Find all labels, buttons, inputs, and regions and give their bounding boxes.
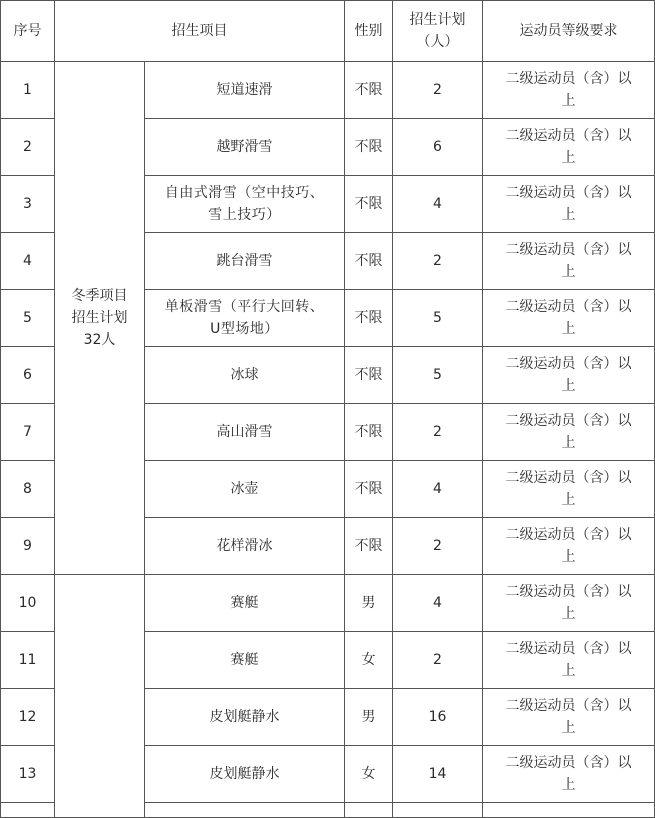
requirement-line1: 二级运动员（含）以 (505, 641, 632, 657)
row-number: 2 (1, 119, 55, 176)
event-name: 越野滑雪 (145, 119, 345, 176)
plan-cell: 2 (393, 62, 483, 119)
requirement-line2: 上 (561, 264, 576, 280)
gender-cell: 不限 (345, 290, 393, 347)
summer-group-cell (55, 575, 145, 818)
gender-cell: 不限 (345, 347, 393, 404)
event-name-line1: 单板滑雪（平行大回转、 (164, 299, 325, 315)
event-name: 赛艇 (145, 632, 345, 689)
event-name: 皮划艇静水 (145, 689, 345, 746)
requirement-line2: 上 (561, 207, 576, 223)
plan-cell: 5 (393, 347, 483, 404)
requirement-line1: 二级运动员（含）以 (505, 71, 632, 87)
plan-cell: 2 (393, 233, 483, 290)
requirement-cell (483, 632, 655, 689)
row-number: 12 (1, 689, 55, 746)
gender-cell: 不限 (345, 518, 393, 575)
requirement-line2: 上 (561, 549, 576, 565)
row-number: 4 (1, 233, 55, 290)
requirement-line2: 上 (561, 321, 576, 337)
gender-cell: 不限 (345, 62, 393, 119)
row-number: 9 (1, 518, 55, 575)
winter-group-line3: 32人 (83, 332, 116, 348)
gender-cell: 女 (345, 632, 393, 689)
header-project: 招生项目 (55, 1, 345, 62)
gender-cell: 男 (345, 689, 393, 746)
requirement-line1: 二级运动员（含）以 (505, 527, 632, 543)
header-plan-line2: （人） (416, 34, 459, 50)
requirement-line2: 上 (561, 435, 576, 451)
table-row (1, 62, 655, 119)
event-name: 冰球 (145, 347, 345, 404)
row-number: 8 (1, 461, 55, 518)
requirement-line2: 上 (561, 93, 576, 109)
gender-cell: 不限 (345, 233, 393, 290)
gender-cell: 不限 (345, 119, 393, 176)
gender-cell: 女 (345, 746, 393, 803)
requirement-cell (483, 233, 655, 290)
requirement-line2: 上 (561, 606, 576, 622)
plan-cell: 2 (393, 404, 483, 461)
event-name: 短道速滑 (145, 62, 345, 119)
plan-cell: 6 (393, 119, 483, 176)
requirement-line1: 二级运动员（含）以 (505, 299, 632, 315)
row-number: 11 (1, 632, 55, 689)
requirement-line1: 二级运动员（含）以 (505, 755, 632, 771)
requirement-cell (483, 62, 655, 119)
row-number: 5 (1, 290, 55, 347)
requirement-cell (483, 176, 655, 233)
winter-group-line2: 招生计划 (71, 310, 128, 326)
row-number: 3 (1, 176, 55, 233)
gender-cell: 不限 (345, 461, 393, 518)
gender-cell-empty (393, 803, 483, 818)
event-name-line1: 自由式滑雪（空中技巧、 (164, 185, 325, 201)
requirement-line1: 二级运动员（含）以 (505, 413, 632, 429)
event-name: 跳台滑雪 (145, 233, 345, 290)
requirement-cell (483, 290, 655, 347)
requirement-line1: 二级运动员（含）以 (505, 185, 632, 201)
event-name: 高山滑雪 (145, 404, 345, 461)
requirement-line2: 上 (561, 777, 576, 793)
requirement-cell (483, 746, 655, 803)
row-number: 7 (1, 404, 55, 461)
plan-cell: 14 (393, 746, 483, 803)
requirement-cell (483, 575, 655, 632)
requirement-cell (483, 461, 655, 518)
winter-group-cell (55, 62, 145, 575)
event-name: 皮划艇静水 (145, 746, 345, 803)
requirement-line2: 上 (561, 492, 576, 508)
requirement-line2: 上 (561, 378, 576, 394)
plan-cell: 16 (393, 689, 483, 746)
event-name (145, 290, 345, 347)
event-name: 冰壶 (145, 461, 345, 518)
plan-cell: 4 (393, 461, 483, 518)
requirement-line1: 二级运动员（含）以 (505, 242, 632, 258)
group-cell-empty (145, 803, 345, 818)
header-plan-line1: 招生计划 (409, 12, 466, 28)
event-name (145, 176, 345, 233)
requirement-cell (483, 347, 655, 404)
header-row (1, 1, 655, 62)
event-name-line2: U型场地） (210, 321, 279, 337)
requirement-line1: 二级运动员（含）以 (505, 698, 632, 714)
requirement-cell (483, 404, 655, 461)
plan-cell: 4 (393, 575, 483, 632)
header-plan (393, 1, 483, 62)
plan-cell: 5 (393, 290, 483, 347)
row-number: 10 (1, 575, 55, 632)
requirement-line1: 二级运动员（含）以 (505, 470, 632, 486)
event-name: 花样滑冰 (145, 518, 345, 575)
gender-cell: 不限 (345, 176, 393, 233)
plan-cell-empty (483, 803, 655, 818)
gender-cell: 不限 (345, 404, 393, 461)
requirement-line2: 上 (561, 663, 576, 679)
requirement-cell (483, 518, 655, 575)
plan-cell: 2 (393, 632, 483, 689)
requirement-cell (483, 119, 655, 176)
plan-cell: 4 (393, 176, 483, 233)
gender-cell: 男 (345, 575, 393, 632)
plan-cell: 2 (393, 518, 483, 575)
row-number-empty (1, 803, 55, 818)
requirement-line1: 二级运动员（含）以 (505, 356, 632, 372)
requirement-line2: 上 (561, 150, 576, 166)
winter-group-line1: 冬季项目 (71, 288, 128, 304)
requirement-cell (483, 689, 655, 746)
row-number: 13 (1, 746, 55, 803)
header-requirement: 运动员等级要求 (483, 1, 655, 62)
row-number: 1 (1, 62, 55, 119)
header-gender: 性别 (345, 1, 393, 62)
event-name-empty (345, 803, 393, 818)
event-name: 赛艇 (145, 575, 345, 632)
requirement-line1: 二级运动员（含）以 (505, 128, 632, 144)
table-row (1, 575, 655, 632)
requirement-line1: 二级运动员（含）以 (505, 584, 632, 600)
event-name-line2: 雪上技巧） (208, 207, 281, 223)
requirement-line2: 上 (561, 720, 576, 736)
header-index: 序号 (1, 1, 55, 62)
row-number: 6 (1, 347, 55, 404)
